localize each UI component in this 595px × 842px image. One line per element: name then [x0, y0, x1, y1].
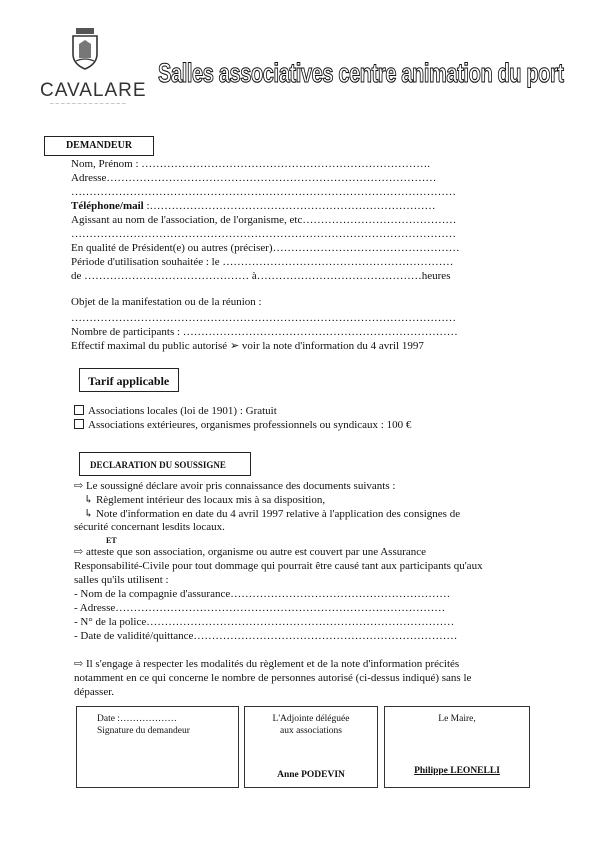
adjointe-title-cont: aux associations — [279, 726, 342, 736]
declaration-et: ET — [106, 536, 117, 545]
declaration-engagement: ⇨ Il s'engage à respecter les modalités du règlement et de la note d'information précités — [74, 658, 460, 670]
field-de-a-heures[interactable]: de ……………………………………… à………………………………………heures — [71, 270, 451, 282]
telephone-dots: :…………………………………………………………………… — [143, 200, 436, 212]
field-qualite[interactable]: En qualité de Président(e) ou autres (préciser)…………………………………………… — [71, 242, 460, 254]
declaration-atteste-cont2: salles qu'ils utilisent : — [74, 574, 169, 586]
field-telephone-mail[interactable] — [71, 200, 436, 213]
section-tarif-heading: Tarif applicable — [79, 368, 179, 392]
section-declaration-heading: DECLARATION DU SOUSSIGNE — [79, 452, 251, 476]
declaration-item-note: ↳ Note d'information en date du 4 avril 1997 relative à l'application des consignes de — [84, 508, 461, 520]
declaration-atteste-cont1: Responsabilité-Civile pour tout dommage qui pourrait être causé tant aux participants qu'aux — [74, 560, 483, 572]
field-adresse[interactable]: Adresse……………………………………………………………………………… — [71, 172, 437, 184]
city-crest-icon — [70, 28, 100, 70]
field-objet-label: Objet de la manifestation ou de la réunion : — [71, 296, 262, 308]
field-participants[interactable]: Nombre de participants : ………………………………………………………………… — [71, 326, 458, 338]
logo-wordmark: CAVALARE — [40, 80, 147, 101]
section-demandeur-heading: DEMANDEUR — [44, 136, 154, 156]
signature-date: Date :……………… — [97, 714, 177, 724]
field-date-validite[interactable]: - Date de validité/quittance……………………………………………………………… — [74, 630, 458, 642]
maire-name: Philippe LEONELLI — [414, 766, 500, 776]
telephone-label: Téléphone/mail — [71, 200, 144, 212]
checkbox-icon[interactable] — [74, 419, 84, 429]
signature-box-adjointe[interactable] — [244, 706, 378, 788]
logo-divider: ────────────── — [50, 102, 128, 107]
declaration-item-note-cont: sécurité concernant lesdits locaux. — [74, 521, 225, 533]
tarif-option-locales[interactable] — [74, 405, 277, 418]
declaration-engagement-cont1: notamment en ce qui concerne le nombre de personnes autorisé (ci-dessus indiqué) sans le — [74, 672, 472, 684]
declaration-engagement-cont2: dépasser. — [74, 686, 115, 698]
declaration-atteste: ⇨ atteste que son association, organisme ou autre est couvert par une Assurance — [74, 546, 427, 558]
checkbox-icon[interactable] — [74, 405, 84, 415]
signature-demandeur-label: Signature du demandeur — [97, 726, 190, 736]
field-adresse-assurance[interactable]: - Adresse……………………………………………………………………………… — [74, 602, 446, 614]
field-periode[interactable]: Période d'utilisation souhaitée : le ……………………………………………………… — [71, 256, 454, 268]
adjointe-name: Anne PODEVIN — [277, 770, 345, 780]
signature-box-demandeur[interactable] — [76, 706, 239, 788]
declaration-item-reglement: ↳ Règlement intérieur des locaux mis à sa disposition, — [84, 494, 326, 506]
declaration-intro: ⇨ Le soussigné déclare avoir pris connaissance des documents suivants : — [74, 480, 396, 492]
field-compagnie-assurance[interactable]: - Nom de la compagnie d'assurance…………………………………………………… — [74, 588, 451, 600]
field-objet[interactable]: …………………………………………………………………………………………… — [71, 312, 456, 324]
tarif-option-exterieures[interactable] — [74, 419, 411, 432]
tarif-option-locales-label: Associations locales (loi de 1901) : Gratuit — [88, 405, 277, 417]
field-adresse-cont[interactable]: …………………………………………………………………………………………… — [71, 186, 456, 198]
adjointe-title: L'Adjointe déléguée — [272, 714, 350, 724]
signature-box-maire[interactable] — [384, 706, 530, 788]
field-numero-police[interactable]: - N° de la police………………………………………………………………………… — [74, 616, 455, 628]
field-agissant-cont[interactable]: …………………………………………………………………………………………… — [71, 228, 456, 240]
tarif-option-exterieures-label: Associations extérieures, organismes professionnels ou syndicaux : 100 € — [88, 419, 412, 431]
page-title: Salles associatives centre animation du port — [158, 58, 564, 88]
field-nom-prenom[interactable]: Nom, Prénom : ……………………………………………………………………. — [71, 158, 431, 170]
field-agissant[interactable]: Agissant au nom de l'association, de l'organisme, etc…………………………………… — [71, 214, 457, 226]
effectif-note: Effectif maximal du public autorisé ➢ voir la note d'information du 4 avril 1997 — [71, 340, 424, 352]
maire-title: Le Maire, — [438, 714, 476, 724]
